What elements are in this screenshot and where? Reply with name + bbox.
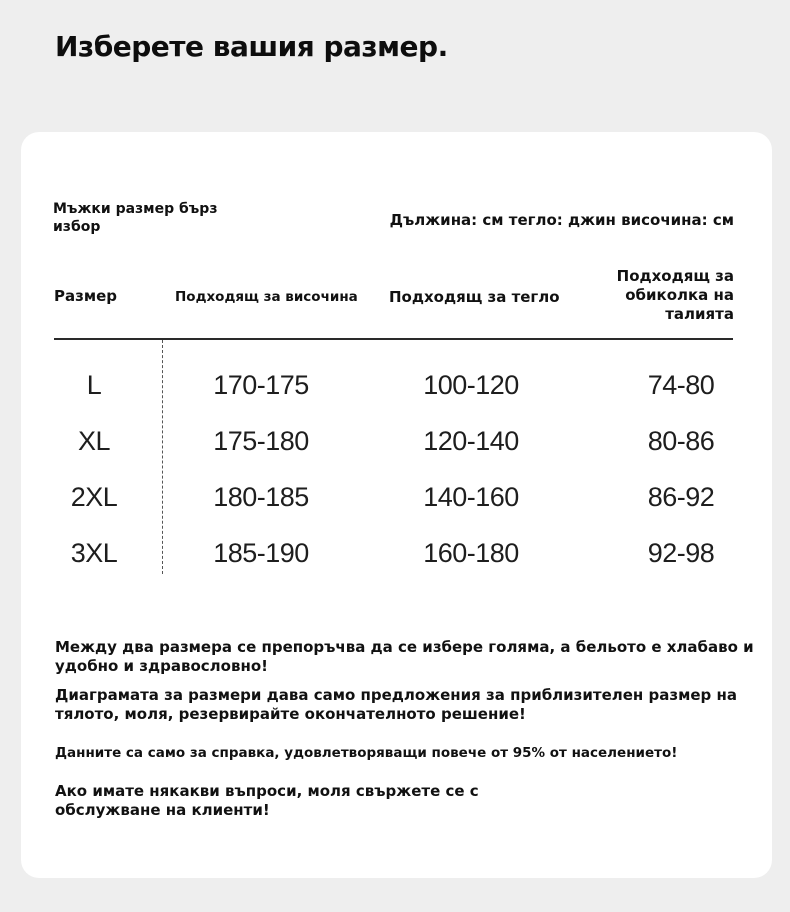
- table-row: [21, 482, 772, 522]
- note-size-advice: Между два размера се препоръчва да се избере голяма, а бельото е хлабаво и удобно и здравословно!: [55, 638, 754, 675]
- header-waist: Подходящ за обиколка на талията: [616, 267, 734, 323]
- quick-select-label: Мъжки размер бърз избор: [53, 201, 218, 235]
- size-chart-card: [21, 132, 772, 878]
- cell-size: XL: [77, 426, 111, 456]
- cell-size: 3XL: [70, 538, 118, 568]
- cell-height: 180-185: [213, 482, 309, 512]
- note-data-reference: Данните са само за справка, удовлетворяващи повече от 95% от населението!: [55, 745, 678, 761]
- cell-height: 185-190: [213, 538, 309, 568]
- cell-weight: 120-140: [423, 426, 519, 456]
- cell-weight: 140-160: [423, 482, 519, 512]
- note-chart-disclaimer: Диаграмата за размери дава само предложения за приблизителен размер на тялото, моля, резервирайте окончателното решение!: [55, 686, 737, 723]
- cell-height: 175-180: [213, 426, 309, 456]
- cell-size: L: [86, 370, 102, 400]
- cell-waist: 74-80: [647, 370, 715, 400]
- table-row: [21, 538, 772, 578]
- cell-weight: 100-120: [423, 370, 519, 400]
- header-height: Подходящ за височина: [175, 289, 358, 305]
- units-label: Дължина: см тегло: джин височина: см: [389, 211, 734, 229]
- cell-size: 2XL: [70, 482, 118, 512]
- table-row: [21, 370, 772, 410]
- note-contact-support: Ако имате някакви въпроси, моля свържете се с обслужване на клиенти!: [55, 782, 479, 819]
- page-title: Изберете вашия размер.: [55, 30, 448, 63]
- header-size: Размер: [54, 287, 118, 305]
- cell-waist: 92-98: [647, 538, 715, 568]
- cell-height: 170-175: [213, 370, 309, 400]
- header-divider: [54, 338, 733, 340]
- cell-weight: 160-180: [423, 538, 519, 568]
- cell-waist: 80-86: [647, 426, 715, 456]
- table-row: [21, 426, 772, 466]
- header-weight: Подходящ за тегло: [389, 288, 560, 306]
- cell-waist: 86-92: [647, 482, 715, 512]
